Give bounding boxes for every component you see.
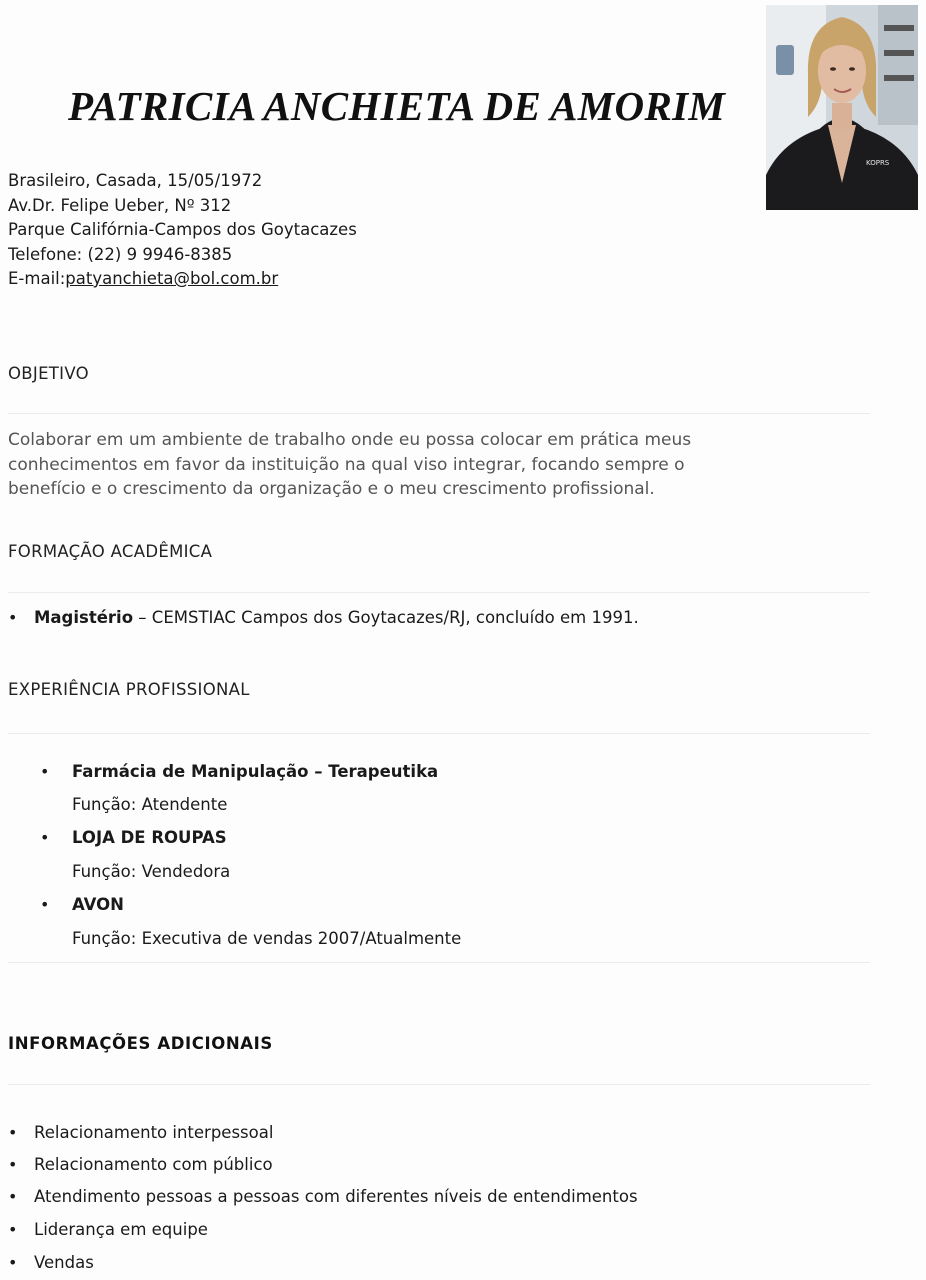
address-line: Av.Dr. Felipe Ueber, Nº 312 <box>8 195 232 215</box>
bullet-icon: • <box>8 1123 18 1142</box>
education-item <box>8 608 639 627</box>
objective-line: conhecimentos em favor da instituição na qual viso integrar, focando sempre o <box>8 454 685 475</box>
education-divider <box>8 592 870 593</box>
bullet-icon: • <box>8 1187 18 1206</box>
bullet-icon: • <box>40 895 50 914</box>
experience-item <box>40 828 227 847</box>
experience-title: EXPERIÊNCIA PROFISSIONAL <box>8 680 250 699</box>
additional-item <box>8 1123 273 1142</box>
education-detail: – CEMSTIAC Campos dos Goytacazes/RJ, concluído em 1991. <box>133 608 639 627</box>
experience-divider <box>8 733 870 734</box>
bullet-icon: • <box>40 762 50 781</box>
experience-role: Função: Atendente <box>72 795 228 814</box>
additional-item <box>8 1155 273 1174</box>
email-link[interactable]: patyanchieta@bol.com.br <box>65 269 279 288</box>
profile-photo <box>766 5 918 210</box>
experience-item <box>40 895 124 914</box>
experience-company: AVON <box>72 895 124 914</box>
additional-item-text: Relacionamento interpessoal <box>34 1123 274 1142</box>
additional-item-text: Atendimento pessoas a pessoas com diferentes níveis de entendimentos <box>34 1187 638 1206</box>
bullet-icon: • <box>8 1220 18 1239</box>
additional-item-text: Liderança em equipe <box>34 1220 208 1239</box>
additional-item <box>8 1253 94 1272</box>
education-title: FORMAÇÃO ACADÊMICA <box>8 542 213 561</box>
additional-item <box>8 1220 208 1239</box>
experience-item <box>40 762 438 781</box>
experience-role: Função: Vendedora <box>72 862 231 881</box>
personal-info: Brasileiro, Casada, 15/05/1972 <box>8 171 263 190</box>
email-label: E-mail: <box>8 269 66 288</box>
objective-line: benefício e o crescimento da organização e o meu crescimento profissional. <box>8 479 655 499</box>
profile-photo-illustration <box>766 5 918 210</box>
experience-role: Função: Executiva de vendas 2007/Atualmente <box>72 929 462 948</box>
additional-item-text: Relacionamento com público <box>34 1155 273 1174</box>
bullet-icon: • <box>8 608 18 627</box>
objective-line: Colaborar em um ambiente de trabalho onde eu possa colocar em prática meus <box>8 430 692 450</box>
neighborhood-line: Parque Califórnia-Campos dos Goytacazes <box>8 220 357 239</box>
experience-company: LOJA DE ROUPAS <box>72 828 227 847</box>
additional-divider <box>8 1084 870 1085</box>
candidate-name: PATRICIA ANCHIETA DE AMORIM <box>68 83 726 129</box>
contact-block <box>8 169 357 292</box>
experience-bottom-divider <box>8 962 870 963</box>
experience-company: Farmácia de Manipulação – Terapeutika <box>72 762 439 781</box>
phone-line: Telefone: (22) 9 9946-8385 <box>8 244 233 264</box>
additional-item-text: Vendas <box>34 1253 94 1272</box>
objective-text <box>8 428 828 502</box>
bullet-icon: • <box>8 1155 18 1174</box>
additional-title: INFORMAÇÕES ADICIONAIS <box>8 1034 273 1053</box>
education-course: Magistério <box>34 608 134 627</box>
photo-shirt-text: KOPRS <box>866 159 890 167</box>
objective-divider <box>8 413 870 414</box>
email-line <box>8 267 357 292</box>
bullet-icon: • <box>8 1253 18 1272</box>
objective-title: OBJETIVO <box>8 364 89 383</box>
bullet-icon: • <box>40 828 50 847</box>
additional-item <box>8 1187 638 1206</box>
